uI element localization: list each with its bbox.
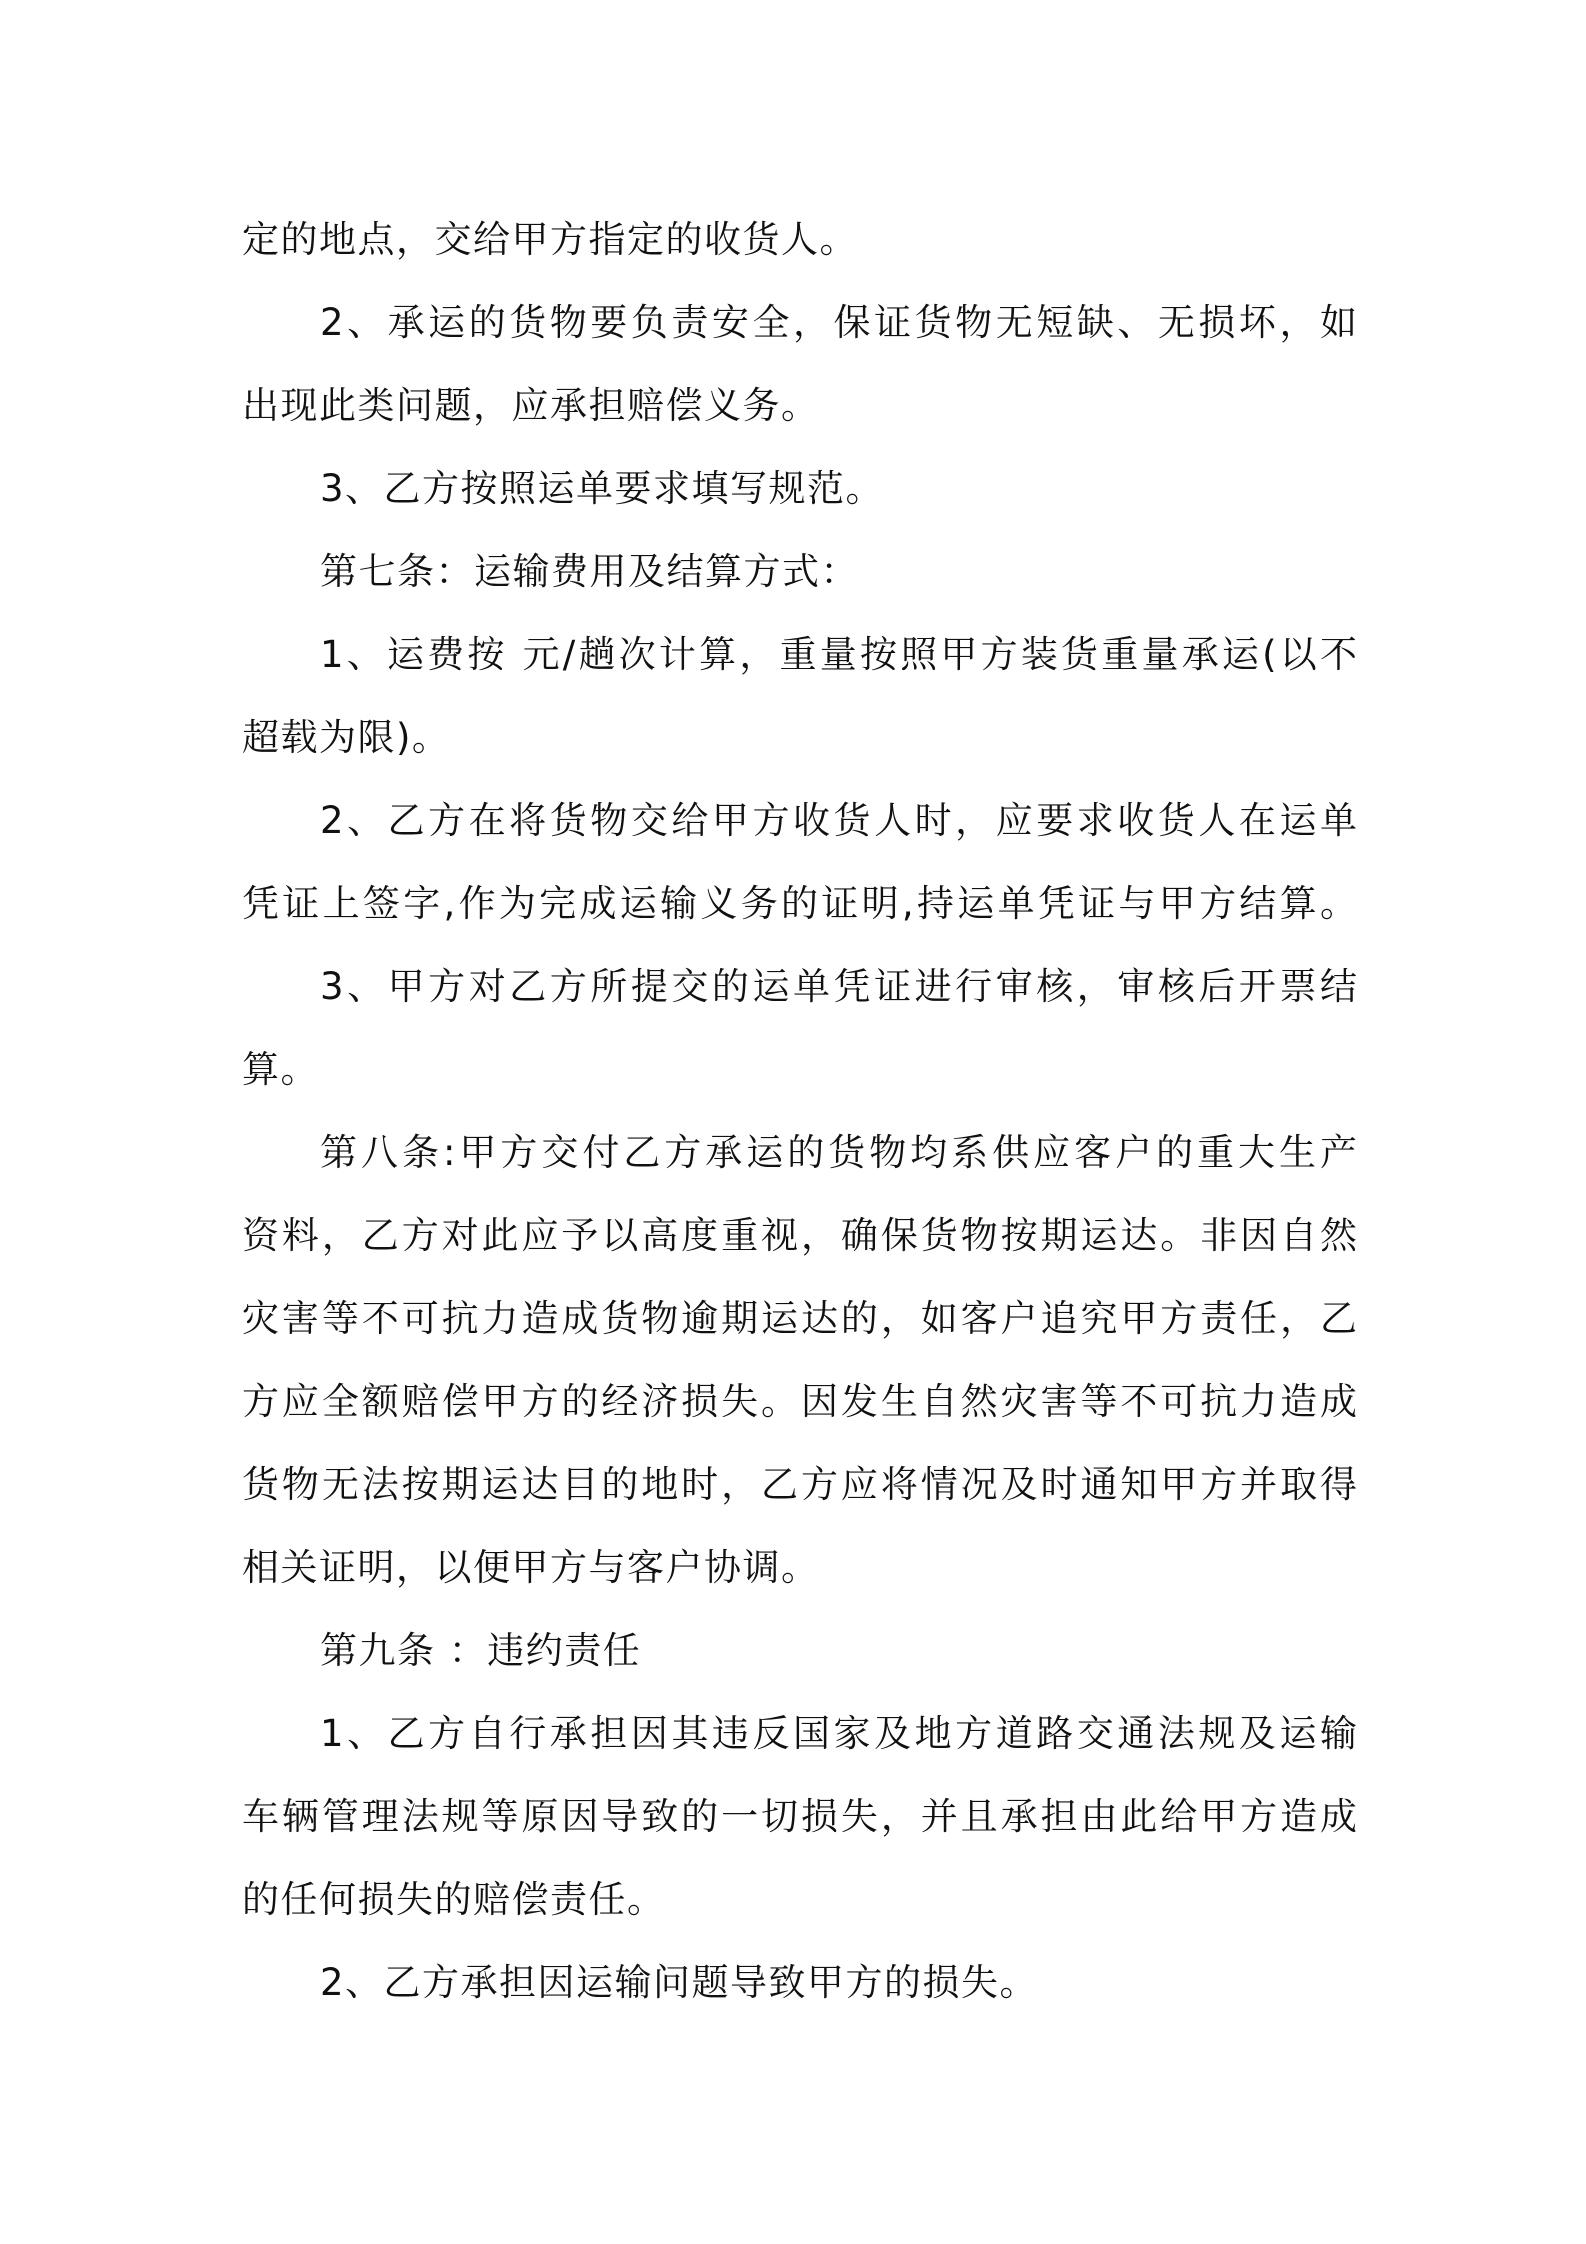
document-page: [242, 198, 1357, 2024]
section-heading-article-9: 第九条 ：违约责任: [320, 1629, 642, 1672]
text-line: 2、承运的货物要负责安全，保证货物无短缺、无损坏，如: [320, 301, 1357, 344]
text-line: 出现此类问题，应承担赔偿义务。: [242, 384, 820, 427]
text-line: 的任何损失的赔偿责任。: [242, 1878, 666, 1921]
text-line: 3、甲方对乙方所提交的运单凭证进行审核，审核后开票结: [320, 965, 1357, 1008]
text-line: 货物无法按期运达目的地时，乙方应将情况及时通知甲方并取得: [242, 1463, 1357, 1506]
text-line: 1、乙方自行承担因其违反国家及地方道路交通法规及运输: [320, 1712, 1357, 1755]
text-line: 算。: [242, 1048, 319, 1091]
text-line: 灾害等不可抗力造成货物逾期运达的，如客户追究甲方责任，乙: [242, 1297, 1357, 1340]
section-heading-article-8: 第八条:甲方交付乙方承运的货物均系供应客户的重大生产: [320, 1131, 1357, 1174]
text-line: 2、乙方承担因运输问题导致甲方的损失。: [320, 1961, 1039, 2004]
text-line: 资料，乙方对此应予以高度重视，确保货物按期运达。非因自然: [242, 1214, 1357, 1257]
section-heading-article-7: 第七条：运输费用及结算方式：: [320, 550, 859, 593]
text-line: 相关证明，以便甲方与客户协调。: [242, 1546, 820, 1589]
text-line: 车辆管理法规等原因导致的一切损失，并且承担由此给甲方造成: [242, 1795, 1357, 1838]
text-line: 1、运费按 元/趟次计算，重量按照甲方装货重量承运(以不: [320, 633, 1357, 676]
text-line: 方应全额赔偿甲方的经济损失。因发生自然灾害等不可抗力造成: [242, 1380, 1357, 1423]
text-line: 定的地点，交给甲方指定的收货人。: [242, 218, 858, 261]
text-line: 超载为限)。: [242, 716, 451, 759]
text-line: 3、乙方按照运单要求填写规范。: [320, 467, 885, 510]
text-line: 2、乙方在将货物交给甲方收货人时，应要求收货人在运单: [320, 799, 1357, 842]
text-line: 凭证上签字,作为完成运输义务的证明,持运单凭证与甲方结算。: [242, 882, 1357, 925]
